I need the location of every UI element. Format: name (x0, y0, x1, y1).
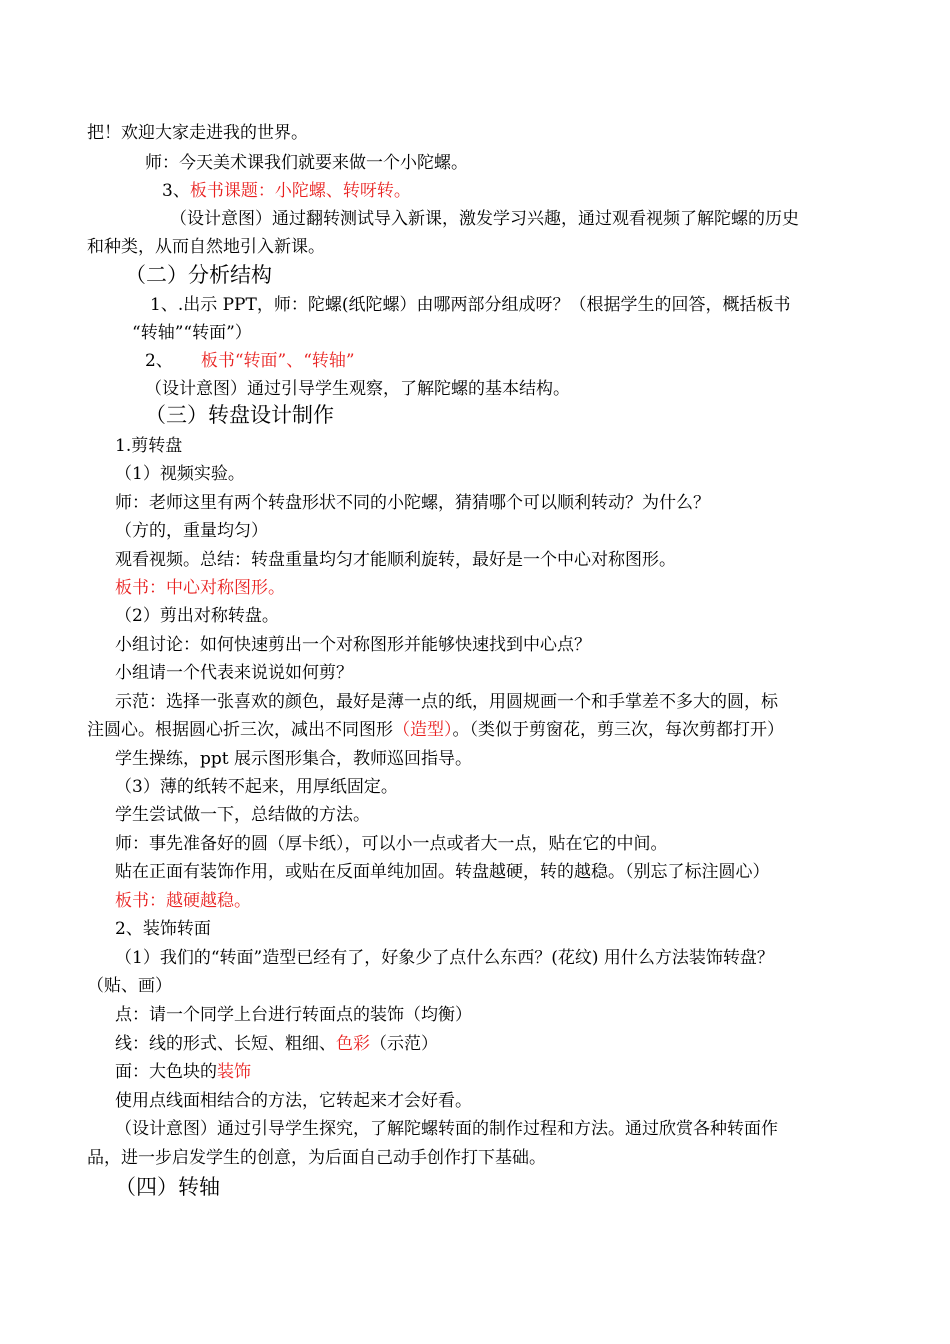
text: （示范） (370, 1034, 438, 1054)
item-number: 2、 (145, 351, 173, 371)
design-intent-cont: 品，进一步启发学生的创意，为后面自己动手创作打下基础。 (87, 1148, 546, 1168)
text: 面：大色块的 (115, 1062, 217, 1082)
paragraph: 学生操练，ppt 展示图形集合，教师巡回指导。 (115, 749, 472, 769)
paragraph: 使用点线面相结合的方法，它转起来才会好看。 (115, 1091, 472, 1111)
subsection-item: （2）剪出对称转盘。 (115, 606, 279, 626)
paragraph: 示范：选择一张喜欢的颜色，最好是薄一点的纸，用圆规画一个和手掌差不多大的圆，标 (115, 692, 778, 712)
subsection-item: （3）薄的纸转不起来，用厚纸固定。 (115, 777, 398, 797)
board-note: 板书：越硬越稳。 (115, 891, 251, 911)
board-note: 板书“转面”、“转轴” (200, 351, 355, 371)
section-heading: （四）转轴 (115, 1175, 220, 1199)
subsection: 2、装饰转面 (115, 919, 211, 939)
paragraph-board-title (162, 180, 411, 202)
text: 。（类似于剪窗花，剪三次，每次剪都打开） (452, 720, 784, 740)
paragraph: “转轴”“转面”） (132, 323, 252, 343)
paragraph: 学生尝试做一下，总结做的方法。 (115, 805, 370, 825)
item-number: 3、 (162, 181, 190, 201)
paragraph: 把！欢迎大家走进我的世界。 (87, 123, 308, 143)
design-intent-cont: 和种类，从而自然地引入新课。 (87, 237, 325, 257)
paragraph: 师：老师这里有两个转盘形状不同的小陀螺，猜猜哪个可以顺利转动？为什么？ (115, 493, 710, 513)
paragraph-demo-cont (87, 719, 784, 741)
board-note: 板书：中心对称图形。 (115, 578, 285, 598)
paragraph: 小组请一个代表来说说如何剪？ (115, 663, 353, 683)
design-intent: （设计意图）通过引导学生探究，了解陀螺转面的制作过程和方法。通过欣赏各种转面作 (115, 1119, 778, 1139)
subsection-item: （1）视频实验。 (115, 464, 245, 484)
paragraph: 师：事先准备好的圆（厚卡纸），可以小一点或者大一点，贴在它的中间。 (115, 834, 668, 854)
highlight: （造型） (393, 720, 453, 740)
paragraph-face (115, 1061, 251, 1083)
highlight: 装饰 (217, 1062, 251, 1082)
paragraph: 贴在正面有装饰作用，或贴在反面单纯加固。转盘越硬，转的越稳。（别忘了标注圆心） (115, 862, 770, 882)
paragraph: 小组讨论：如何快速剪出一个对称图形并能够快速找到中心点？ (115, 635, 591, 655)
section-heading: （三）转盘设计制作 (145, 403, 334, 427)
paragraph-board (145, 350, 355, 372)
paragraph: （贴、画） (87, 976, 172, 996)
text: 注圆心。根据圆心折三次，减出不同图形 (87, 720, 393, 740)
paragraph: 观看视频。总结：转盘重量均匀才能顺利旋转，最好是一个中心对称图形。 (115, 550, 676, 570)
paragraph: （方的，重量均匀） (115, 521, 268, 541)
paragraph: 师：今天美术课我们就要来做一个小陀螺。 (145, 153, 468, 173)
design-intent: （设计意图）通过翻转测试导入新课，激发学习兴趣，通过观看视频了解陀螺的历史 (170, 209, 799, 229)
design-intent: （设计意图）通过引导学生观察，了解陀螺的基本结构。 (145, 379, 570, 399)
paragraph: 点：请一个同学上台进行转面点的装饰（均衡） (115, 1005, 472, 1025)
highlight: 色彩 (336, 1034, 370, 1054)
board-note: 板书课题：小陀螺、转呀转。 (189, 181, 411, 201)
section-heading: （二）分析结构 (125, 263, 272, 287)
subsection: 1.剪转盘 (115, 436, 183, 456)
paragraph-line (115, 1033, 438, 1055)
text: 线：线的形式、长短、粗细、 (115, 1034, 336, 1054)
paragraph: （1）我们的“转面”造型已经有了，好象少了点什么东西？(花纹) 用什么方法装饰转盘？ (115, 948, 774, 968)
paragraph: 1、.出示 PPT，师：陀螺(纸陀螺）由哪两部分组成呀？（根据学生的回答，概括板书 (150, 295, 791, 315)
